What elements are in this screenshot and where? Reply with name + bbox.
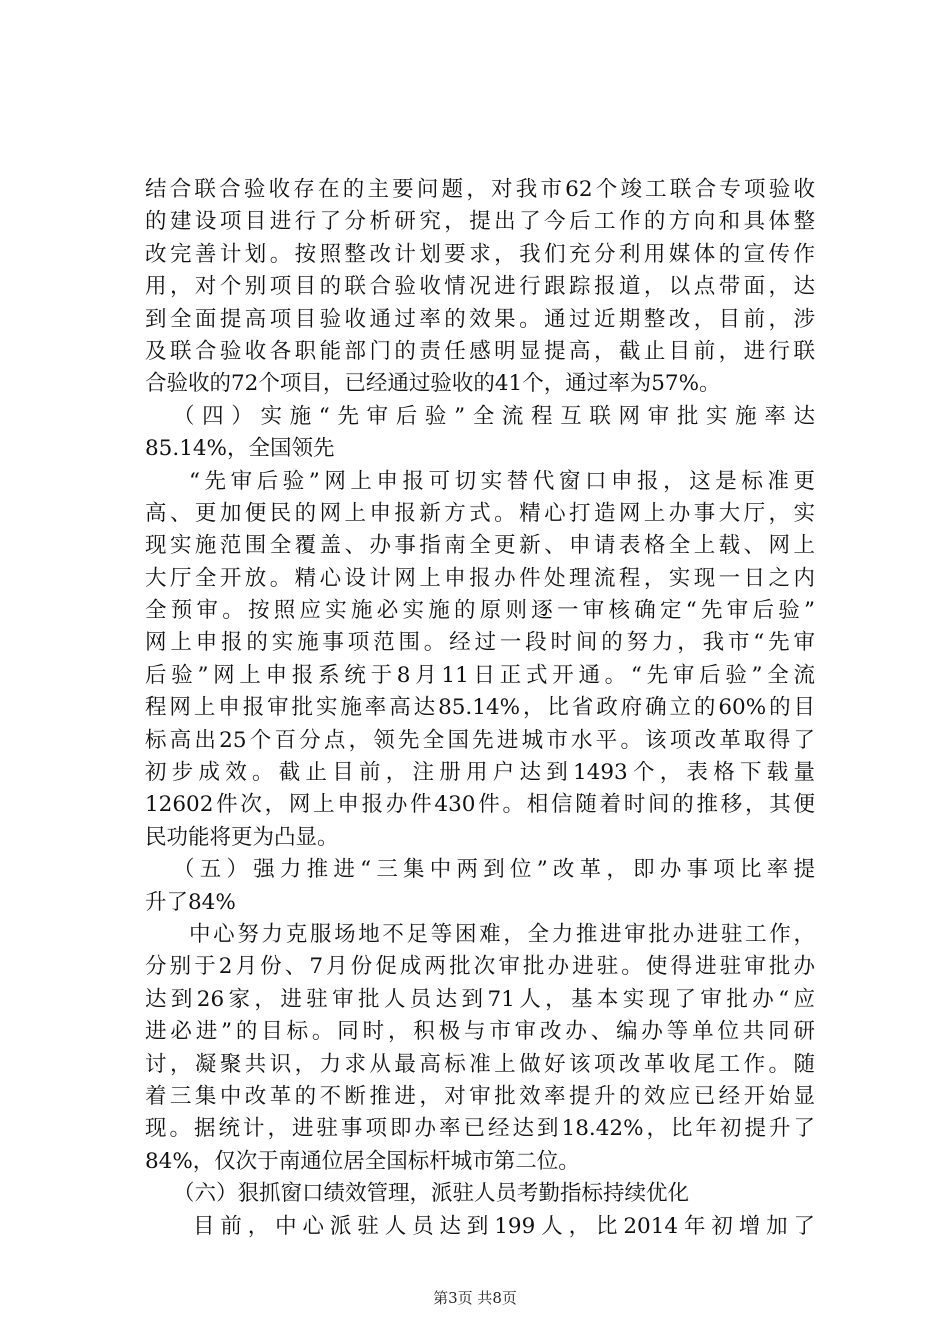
- text-line: 84%，仅次于南通位居全国标杆城市第二位。: [145, 1148, 580, 1174]
- text-line: 民功能将更为凸显。: [145, 824, 339, 850]
- text-line: 结合联合验收存在的主要问题，对我市62个竣工联合专项验收: [145, 177, 815, 202]
- text-line: 标高出25个百分点，领先全国先进城市水平。该项改革取得了: [145, 727, 815, 753]
- page-footer: 第3页 共8页: [433, 1289, 517, 1307]
- text-line: 高、更加便民的网上申报新方式。精心打造网上办事大厅，实: [145, 500, 815, 526]
- text-line: 全预审。按照应实施必实施的原则逐一审核确定“先审后验”: [145, 598, 815, 624]
- text-line: “先审后验”网上申报可切实替代窗口申报，这是标准更: [189, 468, 815, 494]
- text-line: 现。据统计，进驻事项即办率已经达到18.42%，比年初提升了: [145, 1116, 815, 1142]
- text-line: 到全面提高项目验收通过率的效果。通过近期整改，目前，涉: [145, 306, 815, 332]
- text-line: 后验”网上申报系统于8月11日正式开通。“先审后验”全流: [145, 662, 815, 688]
- text-line: 目前，中心派驻人员达到199人，比2014年初增加了: [193, 1213, 815, 1239]
- text-line: 大厅全开放。精心设计网上申报办件处理流程，实现一日之内: [145, 565, 815, 591]
- text-line: 网上申报的实施事项范围。经过一段时间的努力，我市“先审: [145, 630, 815, 656]
- document-body: [145, 174, 815, 1243]
- text-line: 讨，凝聚共识，力求从最高标准上做好该项改革收尾工作。随: [145, 1051, 815, 1077]
- text-line: 中心努力克服场地不足等困难，全力推进审批办进驻工作，: [189, 921, 815, 947]
- text-line: 的建设项目进行了分析研究，提出了今后工作的方向和具体整: [145, 209, 815, 235]
- text-line: 及联合验收各职能部门的责任感明显提高，截止目前，进行联: [145, 338, 815, 364]
- text-line: 用，对个别项目的联合验收情况进行跟踪报道，以点带面，达: [145, 274, 815, 300]
- text-line: 12602件次，网上申报办件430件。相信随着时间的推移，其便: [145, 792, 815, 818]
- section-heading-4: （四）实施“先审后验”全流程互联网审批实施率达: [173, 403, 815, 429]
- text-line: 程网上申报审批实施率高达85.14%，比省政府确立的60%的目: [145, 695, 815, 721]
- text-line: 现实施范围全覆盖、办事指南全更新、申请表格全上载、网上: [145, 533, 815, 559]
- text-line: 着三集中改革的不断推进，对审批效率提升的效应已经开始显: [145, 1083, 815, 1109]
- section-heading-4-cont: 85.14%，全国领先: [145, 436, 335, 462]
- section-heading-6: （六）狠抓窗口绩效管理，派驻人员考勤指标持续优化: [173, 1181, 690, 1207]
- text-line: 改完善计划。按照整改计划要求，我们充分利用媒体的宣传作: [145, 241, 815, 267]
- text-line: 分别于2月份、7月份促成两批次审批办进驻。使得进驻审批办: [145, 954, 815, 980]
- text-line: 进必进”的目标。同时，积极与市审改办、编办等单位共同研: [145, 1019, 815, 1045]
- text-line: 初步成效。截止目前，注册用户达到1493个，表格下载量: [145, 760, 815, 786]
- text-line: 合验收的72个项目，已经通过验收的41个，通过率为57%。: [145, 371, 721, 397]
- section-heading-5-cont: 升了84%: [145, 889, 236, 915]
- text-line: 达到26家，进驻审批人员达到71人，基本实现了审批办“应: [145, 986, 815, 1012]
- section-heading-5: （五）强力推进“三集中两到位”改革，即办事项比率提: [173, 857, 815, 883]
